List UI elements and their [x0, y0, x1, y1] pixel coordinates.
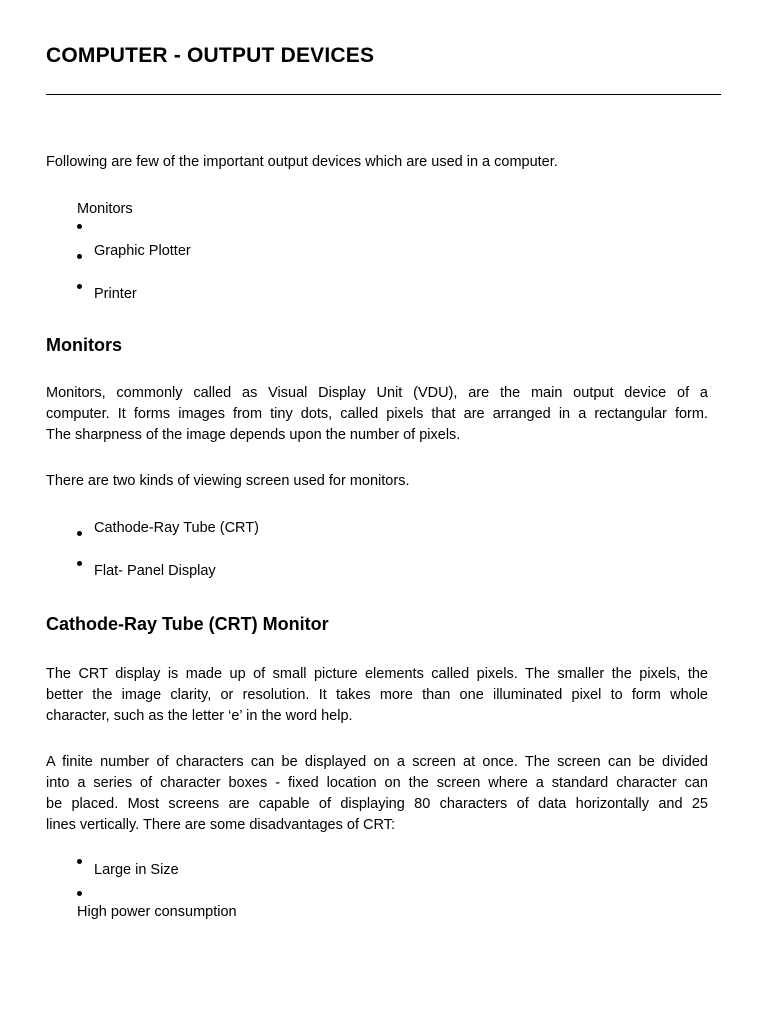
paragraph-line: The CRT display is made up of small picture elements called pixels. The smaller the pixels, the — [46, 666, 708, 682]
bullet-icon — [77, 284, 82, 289]
title-divider — [46, 94, 721, 95]
page-title: COMPUTER - OUTPUT DEVICES — [46, 44, 375, 67]
paragraph-line: Monitors, commonly called as Visual Display Unit (VDU), are the main output device of a — [46, 385, 708, 401]
bullet-icon — [77, 859, 82, 864]
list-item-graphic-plotter: Graphic Plotter — [94, 243, 191, 259]
list-item-monitors: Monitors — [77, 201, 133, 217]
crt-paragraph-1 — [46, 664, 708, 727]
monitor-kinds-intro: There are two kinds of viewing screen used for monitors. — [46, 473, 410, 489]
paragraph-line: A finite number of characters can be displayed on a screen at once. The screen can be divided — [46, 754, 708, 770]
intro-text: Following are few of the important output devices which are used in a computer. — [46, 154, 558, 170]
crt-paragraph-2 — [46, 752, 708, 836]
paragraph-line: character, such as the letter ‘e’ in the word help. — [46, 708, 353, 724]
section-heading-monitors: Monitors — [46, 335, 122, 355]
list-item-crt: Cathode-Ray Tube (CRT) — [94, 520, 259, 536]
paragraph-line: computer. It forms images from tiny dots, called pixels that are arranged in a rectangular form. — [46, 406, 708, 422]
paragraph-line: into a series of character boxes - fixed location on the screen where a standard character can — [46, 775, 708, 791]
paragraph-line: The sharpness of the image depends upon the number of pixels. — [46, 427, 461, 443]
bullet-icon — [77, 531, 82, 536]
paragraph-line: lines vertically. There are some disadvantages of CRT: — [46, 817, 395, 833]
list-item-flat-panel: Flat- Panel Display — [94, 563, 216, 579]
bullet-icon — [77, 254, 82, 259]
list-item-large-size: Large in Size — [94, 862, 179, 878]
monitors-paragraph — [46, 383, 708, 446]
bullet-icon — [77, 891, 82, 896]
paragraph-line: better the image clarity, or resolution. It takes more than one illuminated pixel to form whole — [46, 687, 708, 703]
bullet-icon — [77, 561, 82, 566]
list-item-high-power: High power consumption — [77, 904, 237, 920]
bullet-icon — [77, 224, 82, 229]
section-heading-crt: Cathode-Ray Tube (CRT) Monitor — [46, 614, 329, 634]
paragraph-line: be placed. Most screens are capable of displaying 80 characters of data horizontally and 25 — [46, 796, 708, 812]
list-item-printer: Printer — [94, 286, 137, 302]
